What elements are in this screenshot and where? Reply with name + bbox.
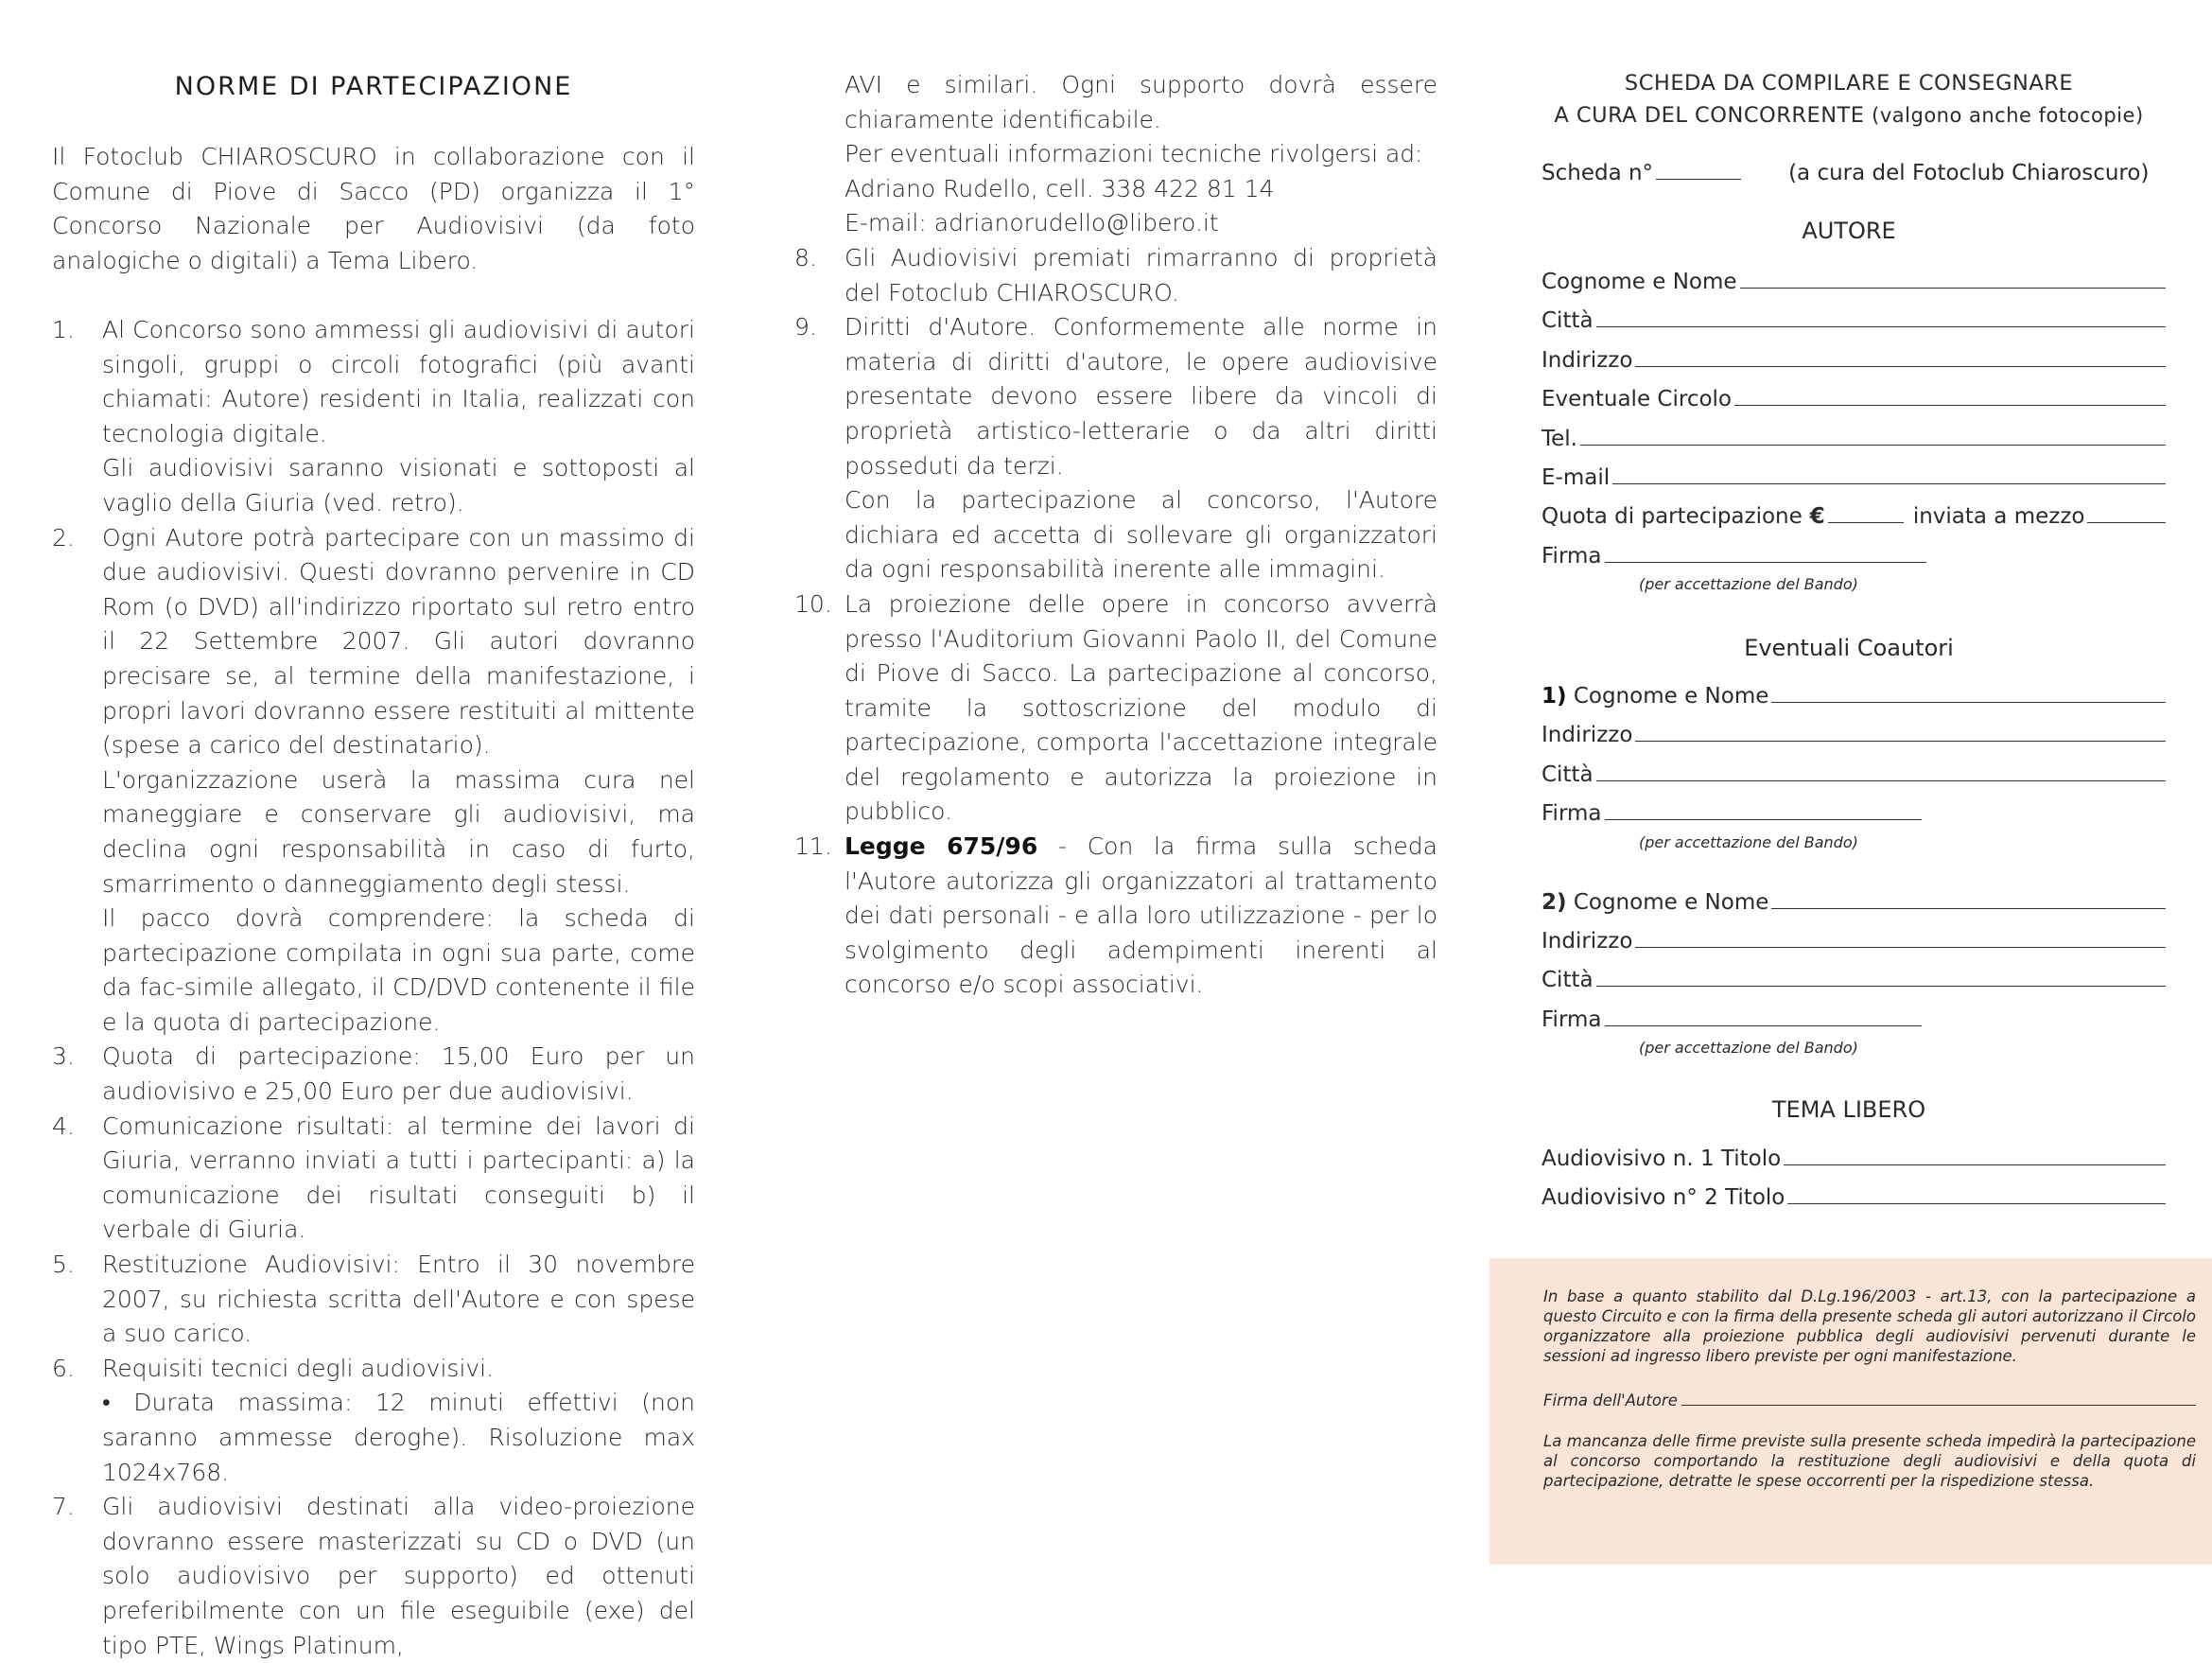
coautore2-name-row [1541, 888, 2166, 917]
audiovisivo2-row [1541, 1183, 2166, 1212]
rule-number: 6. [52, 1354, 75, 1382]
rule-item [52, 521, 695, 1041]
coautore2-signature-field[interactable] [1605, 1008, 1922, 1026]
missing-signature-notice: La mancanza delle firme previste sulla presente scheda impedirà la partecipazione al concorso comportando la restituzione degli audiovisivi e della quota di partecipazione, detratte le spese occorrenti per la rispedizione stessa. [1543, 1432, 2196, 1490]
field-label: Audiovisivo n. 1 Titolo [1541, 1147, 1782, 1171]
form-heading-note: (valgono anche fotocopie) [1872, 104, 2144, 127]
rule-item [52, 1248, 695, 1352]
form-heading-main: A CURA DEL CONCORRENTE [1554, 103, 1865, 128]
rule-paragraph: • Durata massima: 12 minuti effettivi (non saranno ammesse deroghe). Risoluzione max 1024x768. [102, 1389, 695, 1486]
euro-icon: € [1809, 504, 1825, 529]
autore-address-field[interactable] [1635, 349, 2166, 367]
rule-paragraph: Gli Audiovisivi premiati rimarranno di proprietà del Fotoclub CHIAROSCURO. [845, 243, 1437, 306]
scheda-note: (a cura del Fotoclub Chiaroscuro) [1788, 161, 2150, 185]
rule-paragraph: AVI e similari. Ogni supporto dovrà essere chiaramente identificabile. [845, 71, 1437, 133]
acceptance-note: (per accettazione del Bando) [1639, 833, 1858, 851]
coautore1-address-field[interactable] [1635, 724, 2166, 742]
rule-number: 1. [52, 316, 75, 343]
field-label: Città [1541, 762, 1594, 787]
autore-city-row [1541, 306, 2166, 335]
rules-list-left [52, 313, 695, 1663]
rule-item [52, 1352, 695, 1490]
quota-row [1541, 502, 2166, 531]
field-label: Firma [1541, 1007, 1602, 1032]
autore-email-field[interactable] [1612, 466, 2166, 484]
autore-address-row [1541, 346, 2166, 375]
rule-number: 9. [794, 313, 817, 341]
coautore-number: 1) [1541, 684, 1567, 709]
contact-line: Adriano Rudello, cell. 338 422 81 14 [845, 174, 1275, 202]
field-label: Firma [1541, 801, 1602, 826]
field-label: Tel. [1541, 427, 1577, 451]
contact-email: E-mail: adrianorudello@libero.it [845, 209, 1219, 237]
coautore2-city-row [1541, 966, 2166, 994]
autore-name-field[interactable] [1740, 271, 2166, 289]
rules-list-middle [794, 68, 1437, 1003]
rule-paragraph: Con la partecipazione al concorso, l'Autore dichiara ed accetta di sollevare gli organizzatori da ogni responsabilità inerente alle immagini. [845, 486, 1437, 584]
field-label: Eventuale Circolo [1541, 387, 1732, 411]
author-signature-row [1543, 1391, 2196, 1410]
rule-number: 4. [52, 1112, 75, 1140]
coautore1-city-field[interactable] [1596, 763, 2166, 781]
field-label: Città [1541, 968, 1594, 992]
coautore-number: 2) [1541, 890, 1567, 915]
rule-paragraph: Il pacco dovrà comprendere: la scheda di partecipazione compilata in ogni sua parte, come da fac-simile allegato, il CD/DVD contenente il file e la quota di partecipazione. [102, 904, 695, 1036]
autore-phone-field[interactable] [1580, 428, 2166, 446]
rules-title: NORME DI PARTECIPAZIONE [174, 72, 573, 101]
audiovisivo2-title-field[interactable] [1787, 1186, 2166, 1204]
rule-item [52, 1490, 695, 1663]
field-label: Cognome e Nome [1541, 270, 1737, 294]
audiovisivo1-title-field[interactable] [1784, 1147, 2166, 1165]
privacy-notice-box [1489, 1258, 2212, 1565]
coautore1-address-row [1541, 721, 2166, 749]
acceptance-note: (per accettazione del Bando) [1639, 575, 1858, 593]
audiovisivo1-row [1541, 1145, 2166, 1173]
coautore2-address-field[interactable] [1635, 930, 2166, 948]
scheda-number-row [1541, 159, 2166, 187]
rule-paragraph: - Con la firma sulla scheda l'Autore autorizza gli organizzatori al trattamento dei dati personali - e alla loro utilizzazione - per lo svolgimento degli adempimenti inerenti al concorso e/o scopi associativi. [845, 832, 1437, 999]
privacy-notice-text: In base a quanto stabilito dal D.Lg.196/2003 - art.13, con la partecipazione a questo Circuito e con la firma della presente scheda gli autori autorizzano il Circolo organizzatore alla proiezione pubblica degli audiovisivi pervenuti durante le sessioni ad ingresso libero previste per ogni manifestazione. [1543, 1287, 2196, 1365]
coautore2-name-field[interactable] [1771, 891, 2166, 909]
scheda-label: Scheda n° [1541, 161, 1654, 185]
rule-continuation [794, 68, 1437, 241]
rule-number: 11. [794, 832, 832, 861]
coautore2-city-field[interactable] [1596, 969, 2166, 987]
rule-number: 2. [52, 523, 75, 551]
autore-section-title: AUTORE [1802, 218, 1896, 244]
rule-number: 8. [794, 243, 817, 271]
rule-item [794, 310, 1437, 587]
rule-item [52, 1040, 695, 1109]
rules-intro: Il Fotoclub CHIAROSCURO in collaborazione con il Comune di Piove di Sacco (PD) organizza il 1° Concorso Nazionale per Audiovisivi (da foto analogiche o digitali) a Tema Libero. [52, 143, 695, 274]
field-label: Quota di partecipazione [1541, 504, 1803, 529]
rule-item [52, 1110, 695, 1248]
autore-signature-field[interactable] [1605, 545, 1926, 563]
autore-circle-field[interactable] [1734, 388, 2166, 406]
field-label: Firma dell'Autore [1543, 1392, 1678, 1409]
author-signature-field[interactable] [1681, 1393, 2196, 1406]
field-label: Audiovisivo n° 2 Titolo [1541, 1185, 1785, 1210]
rule-paragraph: Quota di partecipazione: 15,00 Euro per un audiovisivo e 25,00 Euro per due audiovisivi. [102, 1042, 695, 1106]
quota-method-field[interactable] [2087, 505, 2166, 523]
rule-paragraph: Requisiti tecnici degli audiovisivi. [102, 1354, 495, 1382]
rule-paragraph: Gli audiovisivi saranno visionati e sottoposti al vaglio della Giuria (ved. retro). [102, 454, 695, 516]
coautori-section-title: Eventuali Coautori [1744, 635, 1954, 661]
coautore2-address-row [1541, 927, 2166, 955]
rule-paragraph: L'organizzazione userà la massima cura nel maneggiare e conservare gli audiovisivi, ma declina ogni responsabilità in caso di furto, smarrimento o danneggiamento degli stessi. [102, 765, 695, 898]
rule-paragraph: Restituzione Audiovisivi: Entro il 30 novembre 2007, su richiesta scritta dell'Autore e con spese a suo carico. [102, 1251, 695, 1348]
autore-signature-row [1541, 542, 2166, 570]
field-label: Indirizzo [1541, 723, 1633, 747]
coautore1-name-field[interactable] [1771, 685, 2166, 703]
quota-amount-field[interactable] [1828, 505, 1904, 523]
coautore1-signature-row [1541, 799, 2166, 828]
field-label: Città [1541, 308, 1594, 333]
form-heading-line1: SCHEDA DA COMPILARE E CONSEGNARE [1624, 71, 2074, 96]
form-heading-line2 [1537, 100, 2161, 131]
coautore2-signature-row [1541, 1006, 2166, 1034]
scheda-number-field[interactable] [1656, 162, 1741, 180]
rule-item [794, 241, 1437, 310]
field-label: E-mail [1541, 465, 1611, 490]
rule-number: 5. [52, 1251, 75, 1279]
rule-number: 10. [794, 589, 832, 618]
rule-paragraph: La proiezione delle opere in concorso avverrà presso l'Auditorium Giovanni Paolo II, del Comune di Piove di Sacco. La partecipazione al concorso, tramite la sottoscrizione del modulo di partecipazione, comporta l'accettazione integrale del regolamento e autorizza la proiezione in pubblico. [845, 589, 1437, 826]
autore-phone-row [1541, 425, 2166, 453]
rule-number: 3. [52, 1042, 75, 1071]
field-label: Cognome e Nome [1573, 684, 1769, 709]
autore-email-row [1541, 464, 2166, 492]
rule-item [52, 313, 695, 521]
rule-paragraph: Gli audiovisivi destinati alla video-proiezione dovranno essere masterizzati su CD o DVD (un solo audiovisivo per supporto) ed ottenuti preferibilmente con un file eseguibile (exe) del tipo PTE, Wings Platinum, [102, 1493, 695, 1659]
rule-number: 7. [52, 1493, 75, 1521]
rule-item [794, 830, 1437, 1003]
rule-item [794, 587, 1437, 830]
contact-line: Per eventuali informazioni tecniche rivolgersi ad: [845, 140, 1423, 168]
autore-circle-row [1541, 385, 2166, 413]
field-label: Cognome e Nome [1573, 890, 1769, 915]
rule-paragraph: Ogni Autore potrà partecipare con un massimo di due audiovisivi. Questi dovranno pervenire in CD Rom (o DVD) all'indirizzo riportato sul retro entro il 22 Settembre 2007. Gli autori dovranno precisare se, al termine della manifestazione, i propri lavori dovranno essere restituiti al mittente (spese a carico del destinatario). [102, 523, 695, 760]
field-label: inviata a mezzo [1912, 504, 2085, 529]
coautore1-name-row [1541, 682, 2166, 710]
acceptance-note: (per accettazione del Bando) [1639, 1039, 1858, 1057]
autore-name-row [1541, 268, 2166, 296]
autore-city-field[interactable] [1596, 309, 2166, 327]
tema-section-title: TEMA LIBERO [1771, 1096, 1926, 1123]
field-label: Indirizzo [1541, 929, 1633, 954]
coautore1-city-row [1541, 761, 2166, 789]
rule-paragraph: Diritti d'Autore. Conformemente alle norme in materia di diritti d'autore, le opere audiovisive presentate devono essere libere da vincoli di proprietà artistico-letterarie o da altri diritti posseduti da terzi. [845, 313, 1437, 480]
field-label: Firma [1541, 544, 1602, 569]
rule-paragraph: Comunicazione risultati: al termine dei lavori di Giuria, verranno inviati a tutti i partecipanti: a) la comunicazione dei risultati conseguiti b) il verbale di Giuria. [102, 1112, 695, 1244]
coautore1-signature-field[interactable] [1605, 802, 1922, 820]
rule-paragraph: Al Concorso sono ammessi gli audiovisivi di autori singoli, gruppi o circoli fotografici (più avanti chiamati: Autore) residenti in Italia, realizzati con tecnologia digitale. [102, 316, 695, 447]
law-reference: Legge 675/96 [845, 832, 1038, 861]
field-label: Indirizzo [1541, 348, 1633, 373]
